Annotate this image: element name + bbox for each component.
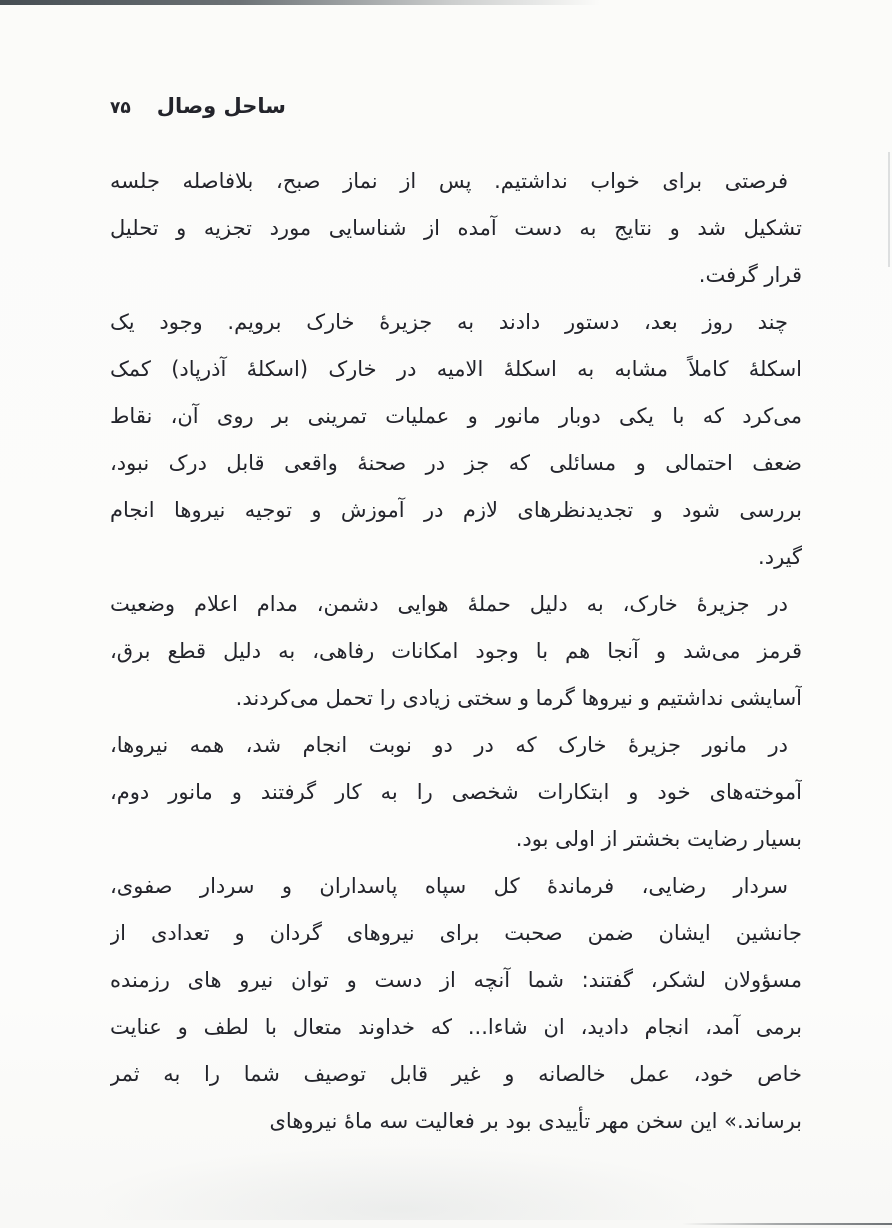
text-line: خاص خود، عمل خالصانه و غیر قابل توصیف شما را به ثمر: [110, 1062, 802, 1086]
text-line: آسایشی نداشتیم و نیروها گرما و سختی زیادی را تحمل می‌کردند.: [235, 686, 802, 710]
text-line: برساند.» این سخن مهر تأییدی بود بر فعالیت سه ماهٔ نیروهای: [269, 1109, 802, 1133]
scan-artifact-top-edge: [0, 0, 600, 5]
running-head: [110, 94, 286, 118]
text-line: فرصتی برای خواب نداشتیم. پس از نماز صبح، بلافاصله جلسه: [110, 169, 788, 193]
text-line: در جزیرهٔ خارک، به دلیل حملهٔ هوایی دشمن، مدام اعلام وضعیت: [110, 592, 788, 616]
text-line: بررسی شود و تجدیدنظرهای لازم در آموزش و توجیه نیروها انجام: [110, 498, 802, 522]
paragraph: [110, 863, 802, 1145]
paragraph: [110, 581, 802, 722]
scan-artifact-bottom-edge: [682, 1223, 892, 1225]
text-line: جانشین ایشان ضمن صحبت برای نیروهای گردان و تعدادی از: [110, 921, 802, 945]
text-line: قرمز می‌شد و آنجا هم با وجود امکانات رفاهی، به دلیل قطع برق،: [110, 639, 802, 663]
text-line: مسؤولان لشکر، گفتند: شما آنچه از دست و توان نیرو های رزمنده: [110, 968, 802, 992]
text-line: سردار رضایی، فرماندهٔ کل سپاه پاسداران و سردار صفوی،: [110, 874, 788, 898]
paragraph: [110, 722, 802, 863]
text-line: اسکلهٔ کاملاً مشابه به اسکلهٔ الامیه در خارک (اسکلهٔ آذرپاد) کمک: [110, 357, 802, 381]
text-line: گیرد.: [758, 545, 802, 569]
text-line: بسیار رضایت بخشتر از اولی بود.: [515, 827, 802, 851]
text-line: می‌کرد که با یکی دوبار مانور و عملیات تمرینی بر روی آن، نقاط: [110, 404, 802, 428]
text-line: آموخته‌های خود و ابتکارات شخصی را به کار گرفتند و مانور دوم،: [110, 780, 802, 804]
text-line: ضعف احتمالی و مسائلی که جز در صحنهٔ واقعی قابل درک نبود،: [110, 451, 802, 475]
text-line: قرار گرفت.: [698, 263, 802, 287]
body-text: [110, 158, 802, 1145]
text-line: برمی آمد، انجام دادید، ان شاءا... که خداوند متعال با لطف و عنایت: [110, 1015, 802, 1039]
paragraph: [110, 158, 802, 299]
text-line: در مانور جزیرهٔ خارک که در دو نوبت انجام شد، همه نیروها،: [110, 733, 788, 757]
paragraph: [110, 299, 802, 581]
page-number: ۷۵: [110, 98, 131, 118]
book-title: ساحل وصال: [156, 94, 286, 118]
scan-artifact-right-edge: [888, 152, 890, 267]
text-line: چند روز بعد، دستور دادند به جزیرهٔ خارک برویم. وجود یک: [110, 310, 788, 334]
scan-artifact-smudge: [80, 1145, 720, 1220]
text-line: تشکیل شد و نتایج به دست آمده از شناسایی مورد تجزیه و تحلیل: [110, 216, 802, 240]
